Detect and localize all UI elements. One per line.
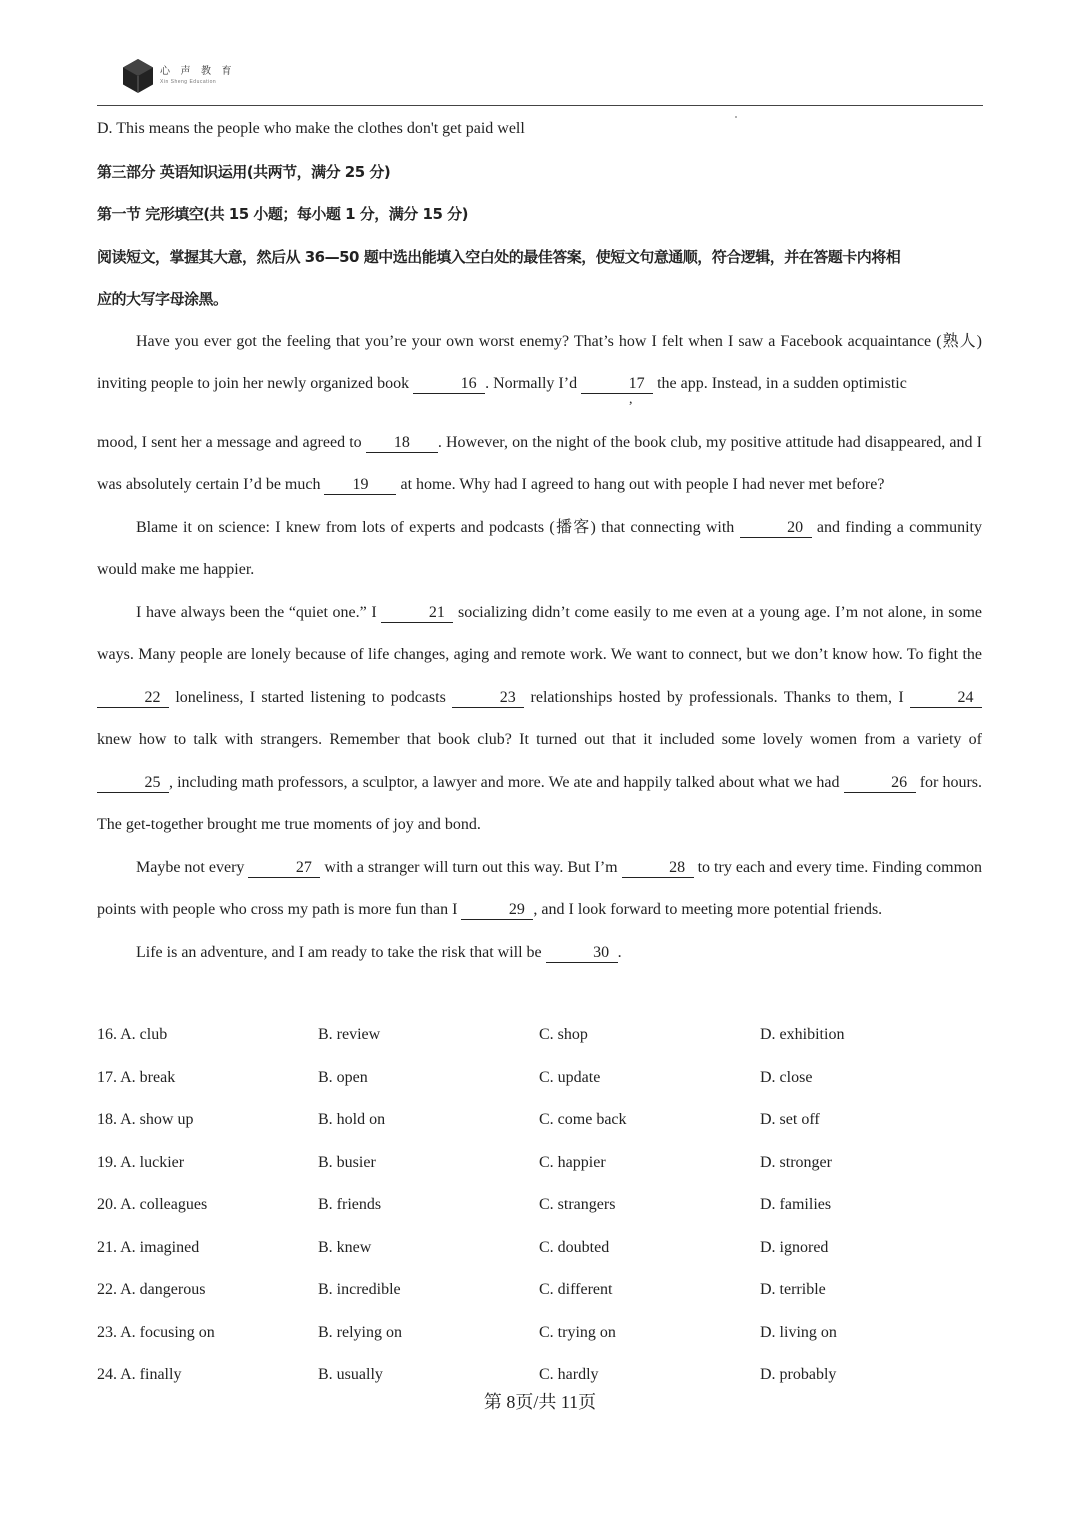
option-a: 23. A. focusing on	[97, 1323, 215, 1341]
option-row-17	[97, 1057, 982, 1100]
text-run: and finding a community would make me happier.	[97, 518, 982, 578]
brand	[160, 66, 236, 86]
text-run: mood, I sent her a message and agreed to	[97, 433, 366, 451]
passage-paragraph-1-cont	[97, 422, 982, 507]
text-run: with a stranger will turn out this way. But I’m	[320, 858, 622, 876]
option-b: B. hold on	[318, 1111, 386, 1128]
option-row-19	[97, 1142, 982, 1185]
option-a: 20. A. colleagues	[97, 1196, 208, 1213]
text-run: I have always been the “quiet one.” I	[136, 603, 382, 621]
text-run: . Normally I’d	[485, 375, 582, 392]
option-d: D. ignored	[760, 1238, 829, 1256]
blank-21: 21	[381, 604, 453, 623]
option-b: B. relying on	[318, 1323, 402, 1341]
text-run: for hours. The get-together brought me true moments of joy and bond.	[97, 773, 983, 833]
option-d: D. exhibition	[760, 1026, 845, 1043]
option-row-20	[97, 1184, 982, 1227]
part-title: 第三部分 英语知识运用(共两节，满分 25 分)	[97, 162, 391, 181]
option-d: D. probably	[760, 1366, 837, 1383]
option-a: 22. A. dangerous	[97, 1281, 206, 1298]
option-c: C. hardly	[539, 1366, 599, 1383]
text-run: to try each and every time. Finding common points with people who cross my path is more fun than I	[97, 858, 983, 918]
brand-name-en: Xin Sheng Education	[160, 79, 217, 85]
passage-paragraph-2	[97, 507, 982, 592]
option-a: 16. A. club	[97, 1026, 168, 1043]
text-run: Life is an adventure, and I am ready to take the risk that will be	[136, 943, 546, 961]
blank-26: 26	[844, 774, 916, 793]
text-run: loneliness, I started listening to podcasts	[169, 688, 453, 706]
option-c: C. trying on	[539, 1323, 616, 1341]
passage-paragraph-5	[97, 932, 982, 975]
header-divider	[97, 105, 983, 106]
option-d: D. set off	[760, 1111, 820, 1128]
blank-18: 18	[366, 434, 438, 453]
option-a: 24. A. finally	[97, 1366, 182, 1383]
text-run: , and I look forward to meeting more potential friends.	[533, 901, 883, 918]
option-c: C. come back	[539, 1111, 627, 1128]
passage-paragraph-1	[97, 321, 982, 406]
blank-30: 30	[546, 944, 618, 963]
text-run: , including math professors, a sculptor, a lawyer and more. We ate and happily talked about what we had	[169, 773, 844, 791]
option-d: D. families	[760, 1196, 832, 1213]
option-d: D. stronger	[760, 1153, 832, 1171]
blank-17: 17	[581, 375, 653, 394]
stray-comma: ,	[629, 391, 633, 407]
text-run: Blame it on science: I knew from lots of experts and podcasts (播客) that connecting with	[136, 518, 740, 536]
hexagon-logo-icon	[122, 58, 154, 94]
blank-27: 27	[248, 859, 320, 878]
option-a: 19. A. luckier	[97, 1153, 185, 1171]
option-b: B. knew	[318, 1238, 372, 1256]
passage-paragraph-4	[97, 847, 982, 932]
option-c: C. doubted	[539, 1238, 610, 1256]
text-run: at home. Why had I agreed to hang out with people I had never met before?	[396, 476, 885, 493]
option-row-22	[97, 1269, 982, 1312]
option-b: B. busier	[318, 1153, 376, 1171]
option-c: C. update	[539, 1068, 601, 1086]
option-d: D. close	[760, 1068, 813, 1086]
blank-28: 28	[622, 859, 694, 878]
option-b: B. friends	[318, 1196, 382, 1213]
blank-22: 22	[97, 689, 169, 708]
text-run: .	[617, 943, 622, 961]
page-content	[97, 108, 982, 974]
option-a: 17. A. break	[97, 1068, 176, 1086]
option-b: B. incredible	[318, 1281, 401, 1298]
text-run: Maybe not every	[136, 858, 249, 876]
previous-option-line: D. This means the people who make the clothes don't get paid well	[97, 120, 525, 137]
blank-23: 23	[452, 689, 524, 708]
text-run: Have you ever got the feeling that you’re your own worst enemy? That’s how I felt when I saw a Facebook acquaintance (熟人) inviting people to join her newly organized book	[97, 332, 982, 392]
instruction-line-1: 阅读短文，掌握其大意，然后从 36—50 题中选出能填入空白处的最佳答案，使短文句意通顺，符合逻辑，并在答题卡内将相	[97, 247, 901, 266]
option-c: C. strangers	[539, 1196, 616, 1213]
blank-19: 19	[324, 476, 396, 495]
instruction-line-2: 应的大写字母涂黑。	[97, 290, 228, 308]
option-d: D. living on	[760, 1323, 837, 1341]
text-run: knew how to talk with strangers. Remember that book club? It turned out that it included some lovely women from a variety of	[97, 731, 982, 748]
blank-20: 20	[740, 519, 812, 538]
option-row-16	[97, 1014, 982, 1057]
blank-29: 29	[461, 901, 533, 920]
answer-options	[97, 1014, 982, 1397]
blank-25: 25	[97, 774, 169, 793]
option-c: C. happier	[539, 1153, 606, 1171]
blank-16: 16	[413, 375, 485, 394]
page-header	[122, 56, 236, 96]
passage-paragraph-3	[97, 592, 982, 847]
option-b: B. review	[318, 1026, 381, 1043]
text-run: socializing didn’t come easily to me even at a young age. I’m not alone, in some ways. Many people are lonely because of life changes, aging and remote work. We want to connect, but we don’t know how. To fight the	[97, 603, 983, 663]
option-c: C. different	[539, 1281, 613, 1298]
text-run: relationships hosted by professionals. Thanks to them, I	[524, 688, 911, 706]
option-b: B. usually	[318, 1366, 383, 1383]
option-c: C. shop	[539, 1026, 588, 1043]
option-row-21	[97, 1227, 982, 1270]
option-b: B. open	[318, 1068, 368, 1086]
text-run: the app. Instead, in a sudden optimistic	[653, 375, 907, 392]
text-run: . However, on the night of the book club, my positive attitude had disappeared, and I was absolutely certain I’d be much	[97, 433, 982, 493]
brand-name-cn: 心 声 教 育	[160, 66, 236, 77]
section-title: 第一节 完形填空(共 15 小题；每小题 1 分，满分 15 分)	[97, 205, 468, 223]
blank-24: 24	[910, 689, 982, 708]
option-row-18	[97, 1099, 982, 1142]
page-number: 第 8页/共 11页	[483, 1392, 597, 1412]
option-d: D. terrible	[760, 1281, 826, 1298]
option-a: 21. A. imagined	[97, 1238, 200, 1256]
option-row-23	[97, 1312, 982, 1355]
option-a: 18. A. show up	[97, 1111, 194, 1128]
